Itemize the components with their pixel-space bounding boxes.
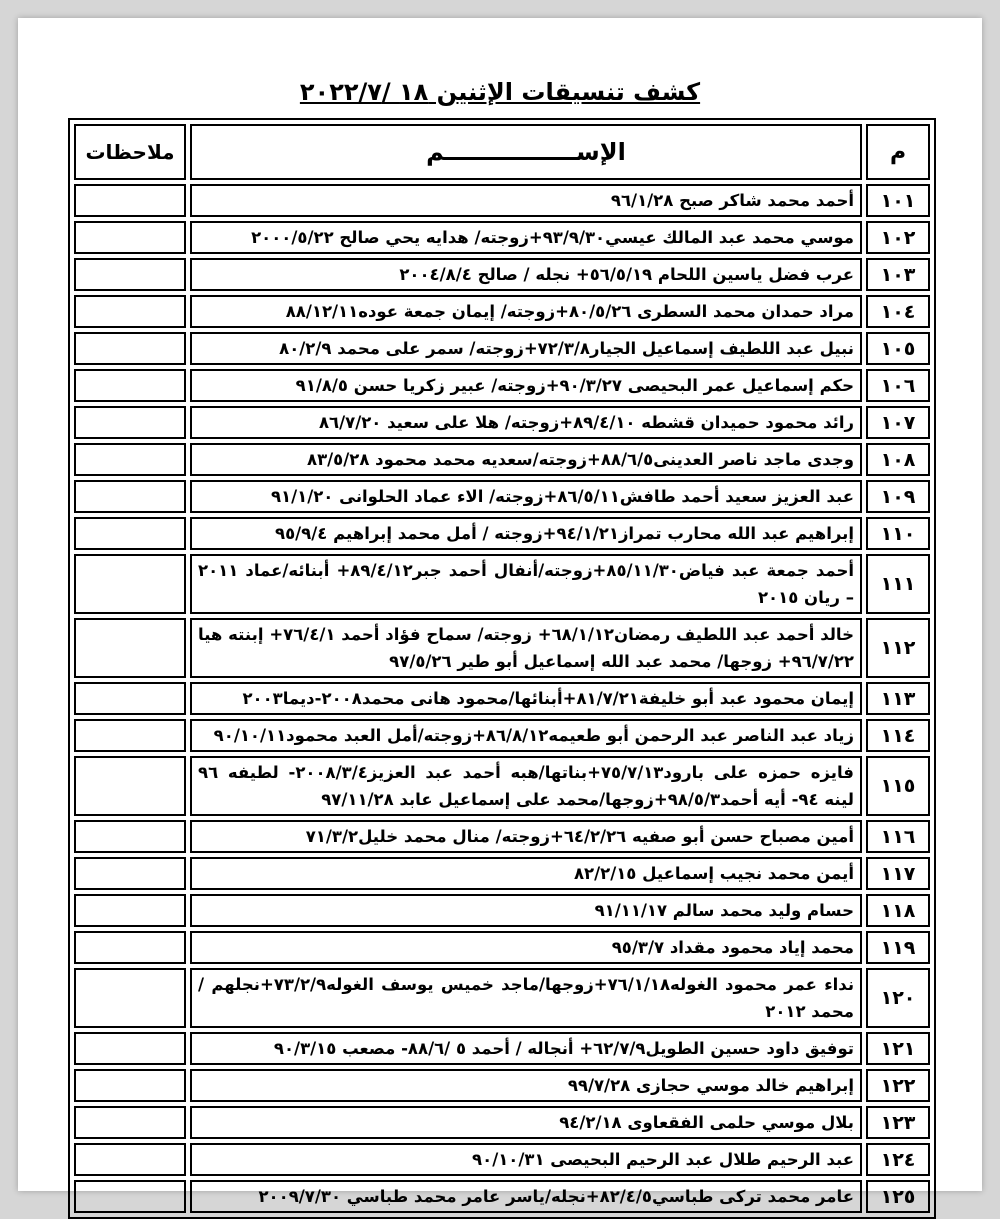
row-notes — [74, 295, 186, 328]
row-number: ١١٢ — [866, 618, 930, 678]
row-notes — [74, 857, 186, 890]
row-name: أحمد جمعة عبد فياض٨٥/١١/٣٠+زوجته/أنفال أحمد جبر٨٩/٤/١٢+ أبنائه/عماد ٢٠١١ – ريان ٢٠١٥ — [190, 554, 862, 614]
row-number: ١٢١ — [866, 1032, 930, 1065]
row-notes — [74, 719, 186, 752]
row-name: خالد أحمد عبد اللطيف رمضان٦٨/١/١٢+ زوجته/ سماح فؤاد أحمد ٧٦/٤/١+ إبنته هيا ٩٦/٧/٢٢+ زوجها/ محمد عبد الله إسماعيل أبو طير ٩٧/٥/٢٦ — [190, 618, 862, 678]
row-notes — [74, 682, 186, 715]
row-name: بلال موسي حلمى الفقعاوى ٩٤/٢/١٨ — [190, 1106, 862, 1139]
row-name: توفيق داود حسين الطويل٦٢/٧/٩+ أنجاله / أحمد ٥ /٨٨/٦- مصعب ٩٠/٣/١٥ — [190, 1032, 862, 1065]
table-row — [74, 618, 930, 678]
table-body — [74, 184, 930, 1213]
row-number: ١١٦ — [866, 820, 930, 853]
row-name: عامر محمد تركى طباسي٨٢/٤/٥+نجله/ياسر عامر محمد طباسي ٢٠٠٩/٧/٣٠ — [190, 1180, 862, 1213]
table-row — [74, 756, 930, 816]
row-number: ١٢٤ — [866, 1143, 930, 1176]
table-row — [74, 369, 930, 402]
table-row — [74, 443, 930, 476]
table-row — [74, 1180, 930, 1213]
row-number: ١١٩ — [866, 931, 930, 964]
row-number: ١٠٩ — [866, 480, 930, 513]
row-notes — [74, 443, 186, 476]
table-row — [74, 1143, 930, 1176]
table-row — [74, 857, 930, 890]
table-row — [74, 221, 930, 254]
row-notes — [74, 258, 186, 291]
table-row — [74, 184, 930, 217]
row-notes — [74, 1032, 186, 1065]
table-row — [74, 968, 930, 1028]
row-notes — [74, 618, 186, 678]
row-notes — [74, 480, 186, 513]
row-number: ١١١ — [866, 554, 930, 614]
row-notes — [74, 517, 186, 550]
table-header-row — [74, 124, 930, 180]
row-notes — [74, 1180, 186, 1213]
row-number: ١٠٢ — [866, 221, 930, 254]
table-row — [74, 719, 930, 752]
table-row — [74, 894, 930, 927]
row-number: ١٠٥ — [866, 332, 930, 365]
row-notes — [74, 1143, 186, 1176]
row-name: حسام وليد محمد سالم ٩١/١١/١٧ — [190, 894, 862, 927]
row-name: أمين مصباح حسن أبو صفيه ٦٤/٢/٢٦+زوجته/ منال محمد خليل٧١/٣/٢ — [190, 820, 862, 853]
row-name: عبد الرحيم طلال عبد الرحيم البحيصى ٩٠/١٠/٣١ — [190, 1143, 862, 1176]
row-number: ١٢٥ — [866, 1180, 930, 1213]
table-row — [74, 820, 930, 853]
row-notes — [74, 184, 186, 217]
table-row — [74, 480, 930, 513]
table-row — [74, 517, 930, 550]
row-notes — [74, 820, 186, 853]
row-number: ١١٤ — [866, 719, 930, 752]
row-notes — [74, 406, 186, 439]
table-row — [74, 258, 930, 291]
row-name: إبراهيم خالد موسي حجازى ٩٩/٧/٢٨ — [190, 1069, 862, 1102]
row-number: ١١٨ — [866, 894, 930, 927]
table-row — [74, 931, 930, 964]
row-name: عبد العزيز سعيد أحمد طافش٨٦/٥/١١+زوجته/ الاء عماد الحلوانى ٩١/١/٢٠ — [190, 480, 862, 513]
row-number: ١٠٦ — [866, 369, 930, 402]
header-notes: ملاحظات — [74, 124, 186, 180]
document-title: كشف تنسيقات الإثنين ١٨ /٢٠٢٢/٧ — [299, 78, 701, 106]
row-notes — [74, 554, 186, 614]
header-number: م — [866, 124, 930, 180]
row-name: موسي محمد عبد المالك عيسي٩٣/٩/٣٠+زوجته/ هدايه يحي صالح ٢٠٠٠/٥/٢٢ — [190, 221, 862, 254]
row-name: إبراهيم عبد الله محارب تمراز٩٤/١/٢١+زوجته / أمل محمد إبراهيم ٩٥/٩/٤ — [190, 517, 862, 550]
row-notes — [74, 756, 186, 816]
row-number: ١٠١ — [866, 184, 930, 217]
row-name: رائد محمود حميدان قشطه ٨٩/٤/١٠+زوجته/ هلا على سعيد ٨٦/٧/٢٠ — [190, 406, 862, 439]
row-notes — [74, 894, 186, 927]
row-number: ١٠٤ — [866, 295, 930, 328]
row-name: زياد عبد الناصر عبد الرحمن أبو طعيمه٨٦/٨/١٢+زوجته/أمل العبد محمود٩٠/١٠/١١ — [190, 719, 862, 752]
row-notes — [74, 332, 186, 365]
row-name: أحمد محمد شاكر صبح ٩٦/١/٢٨ — [190, 184, 862, 217]
row-name: مراد حمدان محمد السطرى ٨٠/٥/٢٦+زوجته/ إيمان جمعة عوده٨٨/١٢/١١ — [190, 295, 862, 328]
table-row — [74, 406, 930, 439]
row-name: نبيل عبد اللطيف إسماعيل الجيار٧٢/٣/٨+زوجته/ سمر على محمد ٨٠/٢/٩ — [190, 332, 862, 365]
row-number: ١٢٣ — [866, 1106, 930, 1139]
row-number: ١١٥ — [866, 756, 930, 816]
table-row — [74, 332, 930, 365]
row-name: عرب فضل ياسين اللحام ٥٦/٥/١٩+ نجله / صالح ٢٠٠٤/٨/٤ — [190, 258, 862, 291]
table-row — [74, 1032, 930, 1065]
row-notes — [74, 1069, 186, 1102]
table-row — [74, 1106, 930, 1139]
row-number: ١٠٧ — [866, 406, 930, 439]
row-number: ١٠٨ — [866, 443, 930, 476]
coordination-table — [68, 118, 936, 1219]
row-name: حكم إسماعيل عمر البحيصى ٩٠/٣/٢٧+زوجته/ عبير زكريا حسن ٩١/٨/٥ — [190, 369, 862, 402]
row-number: ١٢٢ — [866, 1069, 930, 1102]
row-notes — [74, 931, 186, 964]
table-row — [74, 554, 930, 614]
row-name: محمد إياد محمود مقداد ٩٥/٣/٧ — [190, 931, 862, 964]
row-number: ١١٣ — [866, 682, 930, 715]
table-row — [74, 682, 930, 715]
table-row — [74, 1069, 930, 1102]
row-name: أيمن محمد نجيب إسماعيل ٨٢/٢/١٥ — [190, 857, 862, 890]
row-notes — [74, 369, 186, 402]
row-notes — [74, 968, 186, 1028]
row-notes — [74, 1106, 186, 1139]
header-name: الإســــــــــــــــم — [190, 124, 862, 180]
row-number: ١٢٠ — [866, 968, 930, 1028]
row-name: فايزه حمزه على بارود٧٥/٧/١٣+بناتها/هبه أحمد عبد العزيز٢٠٠٨/٣/٤- لطيفه ٩٦ لينه ٩٤- أيه أحمد٩٨/٥/٣+زوجها/محمد على إسماعيل عابد ٩٧/١١/٢٨ — [190, 756, 862, 816]
table-row — [74, 295, 930, 328]
row-number: ١١٧ — [866, 857, 930, 890]
row-notes — [74, 221, 186, 254]
row-name: نداء عمر محمود الغوله٧٦/١/١٨+زوجها/ماجد خميس يوسف الغوله٧٣/٢/٩+نجلهم / محمد ٢٠١٢ — [190, 968, 862, 1028]
row-number: ١٠٣ — [866, 258, 930, 291]
row-name: وجدى ماجد ناصر العدينى٨٨/٦/٥+زوجته/سعديه محمد محمود ٨٣/٥/٢٨ — [190, 443, 862, 476]
row-name: إيمان محمود عبد أبو خليفة٨١/٧/٢١+أبنائها/محمود هانى محمد٢٠٠٨-ديما٢٠٠٣ — [190, 682, 862, 715]
row-number: ١١٠ — [866, 517, 930, 550]
